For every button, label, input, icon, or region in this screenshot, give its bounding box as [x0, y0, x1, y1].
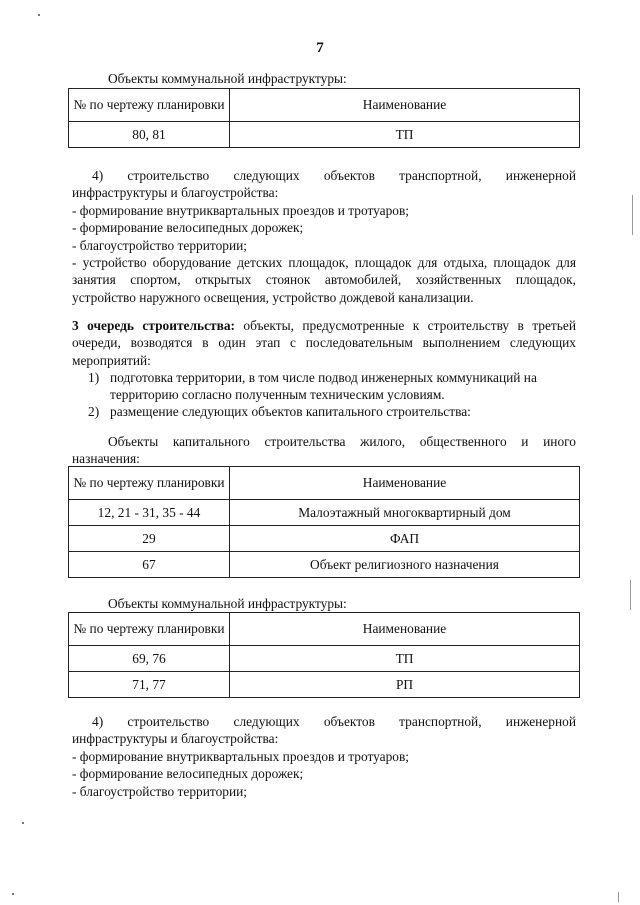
list-item: - благоустройство территории; [72, 783, 248, 799]
cell-name: ТП [230, 646, 580, 672]
list-text: подготовка территории, в том числе подвод инженерных коммуникаций на территорию согласно полученным техническим условиям. [110, 370, 537, 403]
section-4-first [72, 167, 576, 306]
section-4-second [72, 713, 576, 800]
list-item: - благоустройство территории; [72, 237, 248, 253]
stage3-title: 3 очередь строительства: [72, 318, 235, 333]
section-4-lead-cont: инфраструктуры и благоустройства: [72, 731, 279, 747]
header-name: Наименование [230, 467, 580, 500]
list-item: - формирование внутриквартальных проездов и тротуаров; [72, 202, 410, 218]
table-row [69, 646, 580, 672]
caption-capital: Объекты капитального строительства жилого, общественного и иного назначения: [72, 434, 576, 467]
list-number: 2) [88, 404, 100, 419]
scan-edge-line [632, 195, 633, 235]
header-drawing-number: № по чертежу планировки [69, 89, 230, 122]
scan-speck [12, 893, 14, 895]
cell-name: РП [230, 672, 580, 698]
table-header-row [69, 89, 580, 122]
scan-edge-line [630, 580, 631, 610]
header-drawing-number: № по чертежу планировки [69, 467, 230, 500]
caption-communal-1: Объекты коммунальной инфраструктуры: [108, 71, 347, 86]
table-row [69, 500, 580, 526]
table-row [69, 672, 580, 698]
cell-name: ФАП [230, 526, 580, 552]
cell-name: Объект религиозного назначения [230, 552, 580, 578]
cell-drawing-number: 71, 77 [69, 672, 230, 698]
list-item: - формирование велосипедных дорожек; [72, 766, 304, 782]
table-communal-2 [68, 612, 580, 698]
table-header-row [69, 613, 580, 646]
table-row [69, 526, 580, 552]
page-number: 7 [316, 40, 324, 56]
table-communal-1 [68, 88, 580, 148]
caption-communal-2: Объекты коммунальной инфраструктуры: [108, 596, 347, 611]
cell-drawing-number: 29 [69, 526, 230, 552]
cell-name: ТП [230, 122, 580, 148]
cell-drawing-number: 69, 76 [69, 646, 230, 672]
table-capital [68, 466, 580, 578]
list-number: 1) [88, 370, 100, 385]
scan-speck [38, 14, 40, 16]
section-4-lead-cont: инфраструктуры и благоустройства: [72, 185, 279, 201]
table-row [69, 122, 580, 148]
list-item: - формирование велосипедных дорожек; [72, 220, 304, 236]
list-item-long: - устройство оборудование детских площадок, площадок для отдыха, площадок для занятия спортом, открытых стоянок автомобилей, хозяйственных площадок, устройство наружного освещения, устройство дождевой канализации. [72, 255, 576, 305]
cell-name: Малоэтажный многоквартирный дом [230, 500, 580, 526]
stage3-text: объекты, предусмотренные к строительству в третьей очереди, возводятся в один этап с последовательным выполнением следующих мероприятий: [72, 318, 576, 368]
cell-drawing-number: 67 [69, 552, 230, 578]
list-text: размещение следующих объектов капитального строительства: [110, 404, 471, 419]
header-drawing-number: № по чертежу планировки [69, 613, 230, 646]
table-header-row [69, 467, 580, 500]
scan-edge-line [618, 892, 619, 902]
stage3-list-item-1 [88, 369, 576, 404]
header-name: Наименование [230, 613, 580, 646]
scan-speck [22, 822, 24, 824]
section-4-lead: 4) строительство следующих объектов транспортной, инженерной [92, 168, 576, 183]
header-name: Наименование [230, 89, 580, 122]
cell-drawing-number: 80, 81 [69, 122, 230, 148]
list-item: - формирование внутриквартальных проездов и тротуаров; [72, 748, 410, 764]
section-4-lead: 4) строительство следующих объектов транспортной, инженерной [92, 714, 576, 729]
stage3-paragraph [72, 317, 576, 369]
cell-drawing-number: 12, 21 - 31, 35 - 44 [69, 500, 230, 526]
stage3-list-item-2 [88, 403, 576, 420]
table-row [69, 552, 580, 578]
